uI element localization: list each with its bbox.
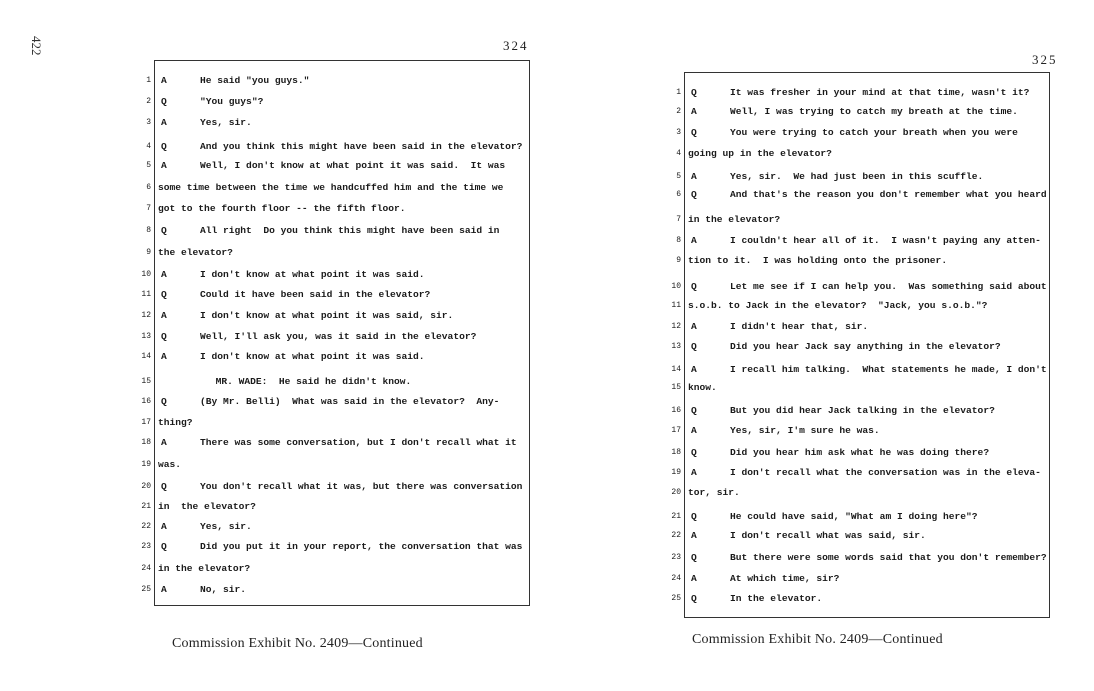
right-caption: Commission Exhibit No. 2409—Continued: [692, 632, 943, 647]
speaker-label: A: [691, 171, 697, 182]
line-text: Yes, sir.: [200, 117, 252, 128]
line-number: 4: [676, 149, 681, 158]
line-number: 3: [146, 118, 151, 127]
speaker-label: Q: [161, 541, 167, 552]
line-number: 24: [671, 574, 681, 583]
right-transcript-line: [671, 423, 1049, 439]
speaker-label: Q: [691, 281, 697, 292]
line-number: 13: [141, 332, 151, 341]
speaker-label: Q: [161, 96, 167, 107]
line-text: He said "you guys.": [200, 75, 310, 86]
line-number: 13: [671, 342, 681, 351]
speaker-label: Q: [691, 87, 697, 98]
speaker-label: Q: [161, 141, 167, 152]
speaker-label: A: [691, 467, 697, 478]
line-text: You were trying to catch your breath when you were: [730, 127, 1018, 138]
left-caption: Commission Exhibit No. 2409—Continued: [172, 636, 423, 651]
line-text: know.: [688, 382, 717, 393]
line-text: There was some conversation, but I don't recall what it: [200, 437, 517, 448]
line-number: 10: [671, 282, 681, 291]
speaker-label: A: [691, 235, 697, 246]
left-transcript-line: [141, 374, 529, 390]
left-transcript-line: [141, 308, 529, 324]
speaker-label: A: [161, 521, 167, 532]
line-number: 20: [671, 488, 681, 497]
line-text: He could have said, "What am I doing here"?: [730, 511, 978, 522]
line-number: 15: [671, 383, 681, 392]
line-text: in the elevator?: [158, 501, 256, 512]
line-number: 4: [146, 142, 151, 151]
line-number: 25: [671, 594, 681, 603]
speaker-label: Q: [161, 481, 167, 492]
line-text: was.: [158, 459, 182, 470]
line-text: going up in the elevator?: [688, 148, 832, 159]
line-text: Well, I'll ask you, was it said in the elevator?: [200, 331, 477, 342]
left-transcript-line: [146, 73, 529, 89]
line-text: MR. WADE: He said he didn't know.: [158, 376, 412, 387]
left-transcript-line: [141, 479, 529, 495]
right-transcript-line: [671, 528, 1049, 544]
line-text: I don't know at what point it was said, sir.: [200, 310, 454, 321]
speaker-label: A: [691, 321, 697, 332]
left-transcript-page: [141, 60, 530, 606]
right-transcript-line: [676, 146, 1049, 162]
speaker-label: A: [161, 269, 167, 280]
line-number: 8: [146, 226, 151, 235]
left-transcript-line: [141, 561, 529, 577]
right-transcript-line: [671, 403, 1049, 419]
line-number: 1: [146, 76, 151, 85]
line-text: But there were some words said that you don't remember?: [730, 552, 1047, 563]
left-transcript-line: [146, 180, 529, 196]
line-number: 21: [141, 502, 151, 511]
line-number: 1: [676, 88, 681, 97]
left-transcript-line: [141, 435, 529, 451]
line-text: some time between the time we handcuffed him and the time we: [158, 182, 504, 193]
line-number: 16: [671, 406, 681, 415]
line-number: 24: [141, 564, 151, 573]
speaker-label: Q: [691, 552, 697, 563]
line-number: 17: [671, 426, 681, 435]
speaker-label: Q: [161, 289, 167, 300]
line-number: 11: [141, 290, 151, 299]
line-number: 25: [141, 585, 151, 594]
left-transcript-line: [141, 457, 529, 473]
right-transcript-line: [671, 509, 1049, 525]
line-text: All right Do you think this might have been said in: [200, 225, 500, 236]
line-text: But you did hear Jack talking in the elevator?: [730, 405, 995, 416]
left-transcript-line: [146, 115, 529, 131]
line-text: Well, I don't know at what point it was said. It was: [200, 160, 506, 171]
line-number: 14: [141, 352, 151, 361]
left-transcript-line: [141, 329, 529, 345]
right-transcript-line: [676, 169, 1049, 185]
right-transcript-page: [671, 72, 1050, 618]
line-text: I don't recall what the conversation was in the eleva-: [730, 467, 1041, 478]
line-text: Let me see if I can help you. Was something said about: [730, 281, 1047, 292]
line-text: Yes, sir, I'm sure he was.: [730, 425, 880, 436]
left-transcript-line: [146, 223, 529, 239]
line-number: 6: [676, 190, 681, 199]
line-number: 6: [146, 183, 151, 192]
left-transcript-line: [141, 267, 529, 283]
line-text: Could it have been said in the elevator?: [200, 289, 431, 300]
line-text: got to the fourth floor -- the fifth floor.: [158, 203, 406, 214]
line-number: 23: [671, 553, 681, 562]
line-text: s.o.b. to Jack in the elevator? "Jack, you s.o.b."?: [688, 300, 988, 311]
line-number: 16: [141, 397, 151, 406]
line-text: tor, sir.: [688, 487, 740, 498]
line-text: In the elevator.: [730, 593, 823, 604]
line-number: 2: [676, 107, 681, 116]
right-transcript-line: [671, 550, 1049, 566]
line-number: 5: [146, 161, 151, 170]
line-text: Did you hear him ask what he was doing there?: [730, 447, 990, 458]
speaker-label: A: [161, 437, 167, 448]
speaker-label: A: [691, 364, 697, 375]
line-number: 19: [141, 460, 151, 469]
left-transcript-line: [141, 287, 529, 303]
line-text: And you think this might have been said in the elevator?: [200, 141, 523, 152]
line-number: 3: [676, 128, 681, 137]
speaker-label: Q: [691, 511, 697, 522]
speaker-label: Q: [691, 189, 697, 200]
line-number: 7: [146, 204, 151, 213]
left-transcript-line: [146, 139, 529, 155]
left-transcript-line: [146, 94, 529, 110]
left-transcript-line: [141, 499, 529, 515]
line-number: 19: [671, 468, 681, 477]
speaker-label: Q: [691, 447, 697, 458]
line-text: I didn't hear that, sir.: [730, 321, 869, 332]
line-text: It was fresher in your mind at that time, wasn't it?: [730, 87, 1030, 98]
speaker-label: A: [161, 75, 167, 86]
line-text: Well, I was trying to catch my breath at the time.: [730, 106, 1018, 117]
speaker-label: A: [161, 117, 167, 128]
line-text: thing?: [158, 417, 193, 428]
line-number: 22: [671, 531, 681, 540]
right-transcript-line: [676, 233, 1049, 249]
line-number: 7: [676, 215, 681, 224]
line-number: 18: [141, 438, 151, 447]
left-transcript-line: [141, 349, 529, 365]
right-transcript-line: [671, 279, 1049, 295]
right-transcript-line: [671, 591, 1049, 607]
line-number: 9: [146, 248, 151, 257]
line-number: 23: [141, 542, 151, 551]
speaker-label: Q: [691, 341, 697, 352]
line-text: I couldn't hear all of it. I wasn't paying any atten-: [730, 235, 1041, 246]
line-number: 21: [671, 512, 681, 521]
speaker-label: Q: [691, 127, 697, 138]
right-transcript-line: [676, 85, 1049, 101]
right-transcript-line: [671, 298, 1049, 314]
line-text: in the elevator?: [688, 214, 781, 225]
right-transcript-line: [671, 485, 1049, 501]
left-transcript-line: [141, 394, 529, 410]
line-text: I don't know at what point it was said.: [200, 351, 425, 362]
line-text: Yes, sir.: [200, 521, 252, 532]
line-number: 14: [671, 365, 681, 374]
line-text: At which time, sir?: [730, 573, 840, 584]
line-number: 12: [141, 311, 151, 320]
line-text: in the elevator?: [158, 563, 251, 574]
line-text: No, sir.: [200, 584, 247, 595]
line-text: I don't recall what was said, sir.: [730, 530, 926, 541]
speaker-label: Q: [691, 405, 697, 416]
line-number: 5: [676, 172, 681, 181]
left-transcript-line: [146, 201, 529, 217]
right-transcript-line: [671, 571, 1049, 587]
line-text: the elevator?: [158, 247, 233, 258]
line-text: (By Mr. Belli) What was said in the elevator? Any-: [200, 396, 500, 407]
right-transcript-line: [676, 104, 1049, 120]
line-text: You don't recall what it was, but there was conversation: [200, 481, 523, 492]
right-transcript-line: [676, 187, 1049, 203]
right-transcript-line: [671, 319, 1049, 335]
speaker-label: A: [691, 573, 697, 584]
speaker-label: A: [161, 160, 167, 171]
side-page-number: 422: [29, 36, 44, 56]
line-number: 17: [141, 418, 151, 427]
right-transcript-line: [671, 380, 1049, 396]
line-number: 20: [141, 482, 151, 491]
speaker-label: Q: [691, 593, 697, 604]
speaker-label: A: [691, 106, 697, 117]
line-number: 11: [671, 301, 681, 310]
right-transcript-line: [676, 125, 1049, 141]
right-transcript-line: [671, 362, 1049, 378]
left-transcript-line: [141, 539, 529, 555]
line-number: 15: [141, 377, 151, 386]
speaker-label: Q: [161, 331, 167, 342]
speaker-label: Q: [161, 225, 167, 236]
line-number: 10: [141, 270, 151, 279]
right-transcript-line: [676, 253, 1049, 269]
line-number: 18: [671, 448, 681, 457]
speaker-label: A: [691, 425, 697, 436]
left-transcript-line: [146, 245, 529, 261]
line-text: Yes, sir. We had just been in this scuffle.: [730, 171, 984, 182]
left-page-number: 324: [503, 38, 529, 53]
speaker-label: A: [161, 351, 167, 362]
line-number: 9: [676, 256, 681, 265]
line-text: "You guys"?: [200, 96, 264, 107]
line-text: Did you put it in your report, the conversation that was: [200, 541, 523, 552]
line-number: 12: [671, 322, 681, 331]
right-transcript-line: [671, 339, 1049, 355]
line-number: 2: [146, 97, 151, 106]
speaker-label: A: [691, 530, 697, 541]
left-transcript-line: [141, 519, 529, 535]
right-transcript-line: [676, 212, 1049, 228]
line-text: Did you hear Jack say anything in the elevator?: [730, 341, 1001, 352]
left-transcript-line: [141, 415, 529, 431]
line-text: And that's the reason you don't remember what you heard: [730, 189, 1047, 200]
speaker-label: A: [161, 584, 167, 595]
left-transcript-line: [146, 158, 529, 174]
left-transcript-line: [141, 582, 529, 598]
right-transcript-line: [671, 445, 1049, 461]
line-number: 22: [141, 522, 151, 531]
line-number: 8: [676, 236, 681, 245]
line-text: tion to it. I was holding onto the prisoner.: [688, 255, 948, 266]
right-transcript-line: [671, 465, 1049, 481]
right-page-number: 325: [1032, 52, 1058, 67]
line-text: I don't know at what point it was said.: [200, 269, 425, 280]
line-text: I recall him talking. What statements he made, I don't: [730, 364, 1047, 375]
speaker-label: A: [161, 310, 167, 321]
speaker-label: Q: [161, 396, 167, 407]
